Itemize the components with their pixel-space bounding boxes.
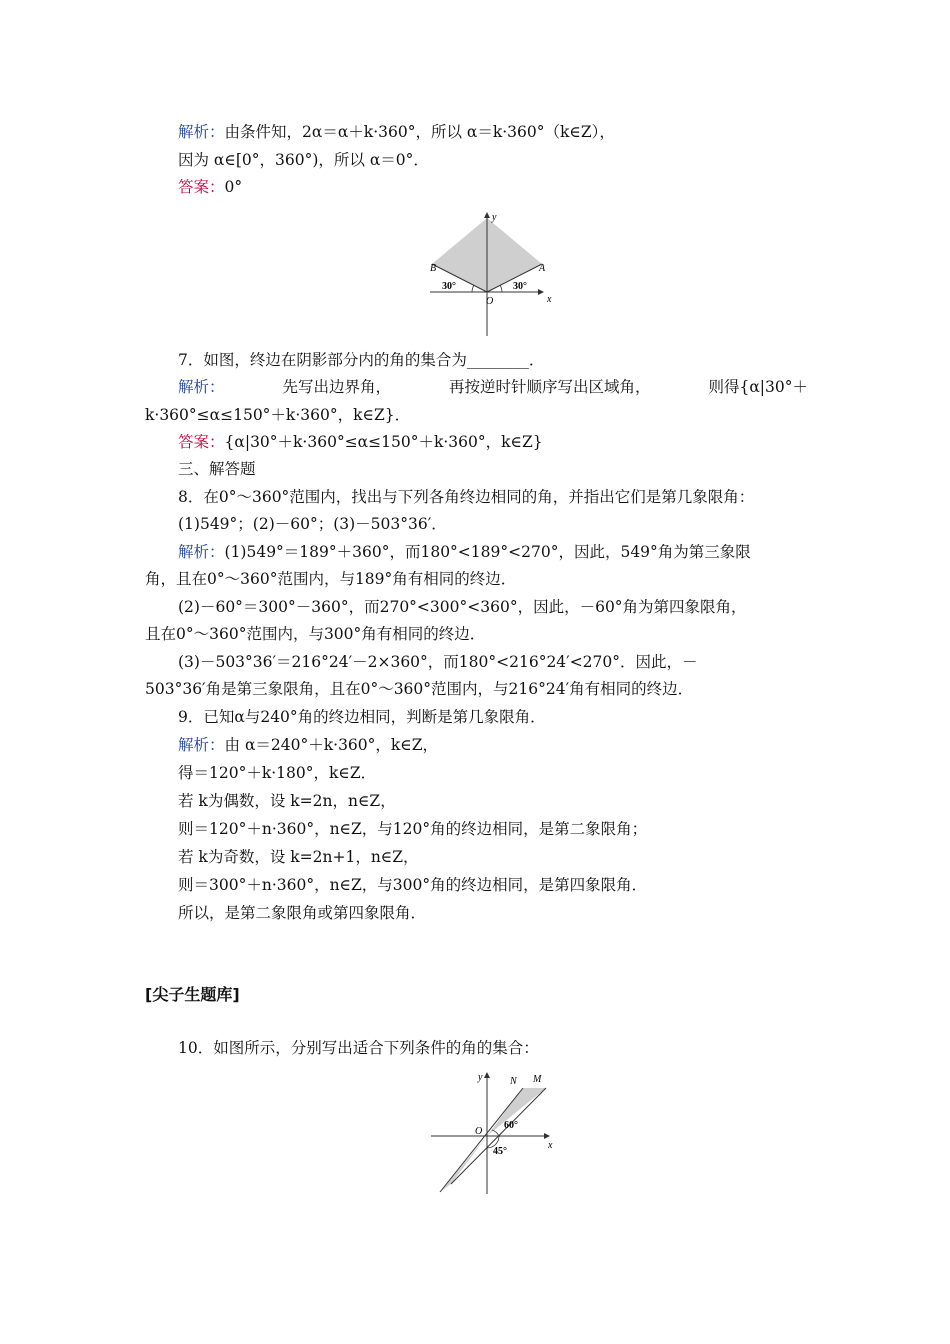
- q9-l4: 则＝120°＋n·360°，n∈Z，与120°角的终边相同，是第二象限角；: [178, 820, 648, 838]
- x-axis-arrow: [544, 1133, 550, 1139]
- section-bank-title: [尖子生题库]: [145, 985, 240, 1004]
- q9-l6: 则＝300°＋n·360°，n∈Z，与300°角的终边相同，是第四象限角．: [178, 876, 648, 894]
- label-b: B: [430, 263, 437, 274]
- figure-q7: [420, 208, 560, 338]
- answer-label: 答案：: [178, 178, 225, 196]
- analysis-label: 解析：: [178, 378, 225, 396]
- y-label: y: [478, 1072, 483, 1083]
- analysis-label: 解析：: [178, 736, 225, 754]
- q6-analysis-line1: [178, 122, 615, 142]
- q8-a1-text: (1)549°＝189°＋360°，而180°<189°<270°，因此，549°角为第三象限: [224, 543, 751, 561]
- q8-a2-line1: (2)－60°＝300°－360°，而270°<300°<360°，因此，－60°角为第四象限角，: [178, 598, 747, 616]
- q6-analysis-text: 由条件知，2α＝α＋k·360°，所以 α＝k·360°（k∈Z），: [224, 123, 615, 141]
- analysis-label: 解析：: [178, 123, 225, 141]
- angle-left-label: 30°: [442, 281, 456, 292]
- q7-analysis-part1: 先写出边界角，: [282, 378, 391, 396]
- angle-arc-left: [472, 285, 474, 292]
- y-label: y: [492, 212, 497, 223]
- q8-a3-line1: (3)－503°36′＝216°24′－2×360°，而180°<216°24′<270°．因此，－: [178, 653, 698, 671]
- x-label: x: [547, 294, 552, 305]
- q8-analysis-1: [178, 542, 751, 562]
- figure-q10: [426, 1068, 566, 1198]
- q9-l1-text: 由 α＝240°＋k·360°，k∈Z，: [224, 736, 439, 754]
- q7-answer-text: {α|30°＋k·360°≤α≤150°＋k·360°，k∈Z}: [224, 433, 543, 451]
- q7-question: 7．如图，终边在阴影部分内的角的集合为________．: [178, 351, 545, 369]
- q7-analysis-line1: [178, 377, 808, 397]
- q6-answer-text: 0°: [224, 178, 243, 196]
- origin-label: O: [475, 1126, 483, 1137]
- q8-a2-line2: 且在0°～360°范围内，与300°角有相同的终边．: [145, 625, 486, 643]
- y-axis-arrow: [484, 212, 490, 218]
- q9-l5: 若 k为奇数，设 k=2n+1，n∈Z，: [178, 848, 419, 866]
- q7-analysis-part2: 再按逆时针顺序写出区域角，: [448, 378, 651, 396]
- q9-l3: 若 k为偶数，设 k=2n，n∈Z，: [178, 792, 396, 810]
- q9-analysis-1: [178, 735, 438, 755]
- analysis-label: 解析：: [178, 543, 225, 561]
- q6-analysis-line2: 因为 α∈[0°，360°)，所以 α＝0°．: [178, 151, 429, 169]
- q7-analysis-line2: k·360°≤α≤150°＋k·360°，k∈Z}．: [145, 406, 411, 424]
- label-m: M: [533, 1074, 542, 1085]
- ray-on: [440, 1088, 523, 1192]
- angle-45-label: 45°: [493, 1146, 507, 1157]
- q7-analysis-part3: 则得{α|30°＋: [708, 378, 808, 396]
- q9-question: 9．已知α与240°角的终边相同，判断是第几象限角．: [178, 708, 546, 726]
- q7-answer: [178, 432, 543, 452]
- q9-l2: 得＝120°＋k·180°，k∈Z．: [178, 764, 377, 782]
- x-axis-arrow: [538, 289, 544, 295]
- q6-answer: [178, 177, 242, 197]
- label-a: A: [539, 263, 546, 274]
- q8-a3-line2: 503°36′角是第三象限角，且在0°～360°范围内，与216°24′角有相同的终边．: [145, 680, 694, 698]
- y-axis-arrow: [484, 1072, 490, 1078]
- answer-label: 答案：: [178, 433, 225, 451]
- q10-question: 10．如图所示，分别写出适合下列条件的角的集合：: [178, 1039, 539, 1057]
- q9-l7: 所以，是第二象限角或第四象限角．: [178, 904, 427, 922]
- q8-a1-line2: 角，且在0°～360°范围内，与189°角有相同的终边．: [145, 570, 517, 588]
- angle-right-label: 30°: [513, 281, 527, 292]
- q8-question: 8．在0°～360°范围内，找出与下列各角终边相同的角，并指出它们是第几象限角：: [178, 488, 755, 506]
- q8-items: (1)549°；(2)－60°；(3)－503°36′．: [178, 515, 447, 533]
- label-n: N: [510, 1076, 517, 1087]
- origin-label: O: [486, 296, 494, 307]
- angle-arc-right: [500, 285, 502, 292]
- section-title: 三、解答题: [178, 460, 256, 478]
- angle-60-label: 60°: [504, 1120, 518, 1131]
- x-label: x: [548, 1140, 553, 1151]
